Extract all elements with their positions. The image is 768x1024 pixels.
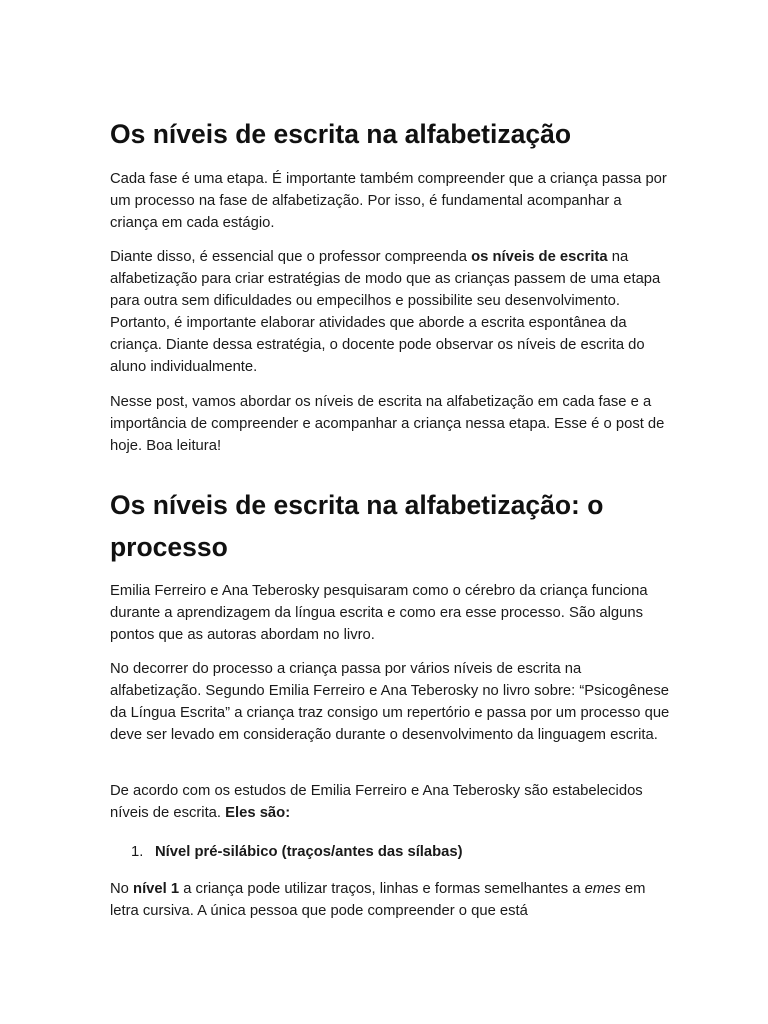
section-heading: Os níveis de escrita na alfabetização: o processo (110, 490, 604, 562)
list-item-label: Nível pré-silábico (traços/antes das sílabas) (155, 844, 463, 860)
paragraph-essential (110, 246, 670, 378)
bold-text: os níveis de escrita (471, 249, 608, 265)
paragraph-post-intro: Nesse post, vamos abordar os níveis de escrita na alfabetização em cada fase e a importância de compreender e acompanhar a criança nessa etapa. Esse é o post de hoje. Boa leitura! (110, 394, 665, 454)
paragraph-level-1 (110, 878, 670, 922)
paragraph-text: em letra cursiva. A única pessoa que pode compreender o que está (110, 881, 646, 919)
paragraph-text: na alfabetização para criar estratégias de modo que as crianças passem de uma etapa para outra sem dificuldades ou empecilhos e possibilite seu desenvolvimento. Portanto, é importante elaborar atividades que aborde a escrita espontânea da criança. Diante dessa estratégia, o docente pode observar os níveis de escrita do aluno individualmente. (110, 249, 661, 375)
paragraph-intro: Cada fase é uma etapa. É importante também compreender que a criança passa por um processo na fase de alfabetização. Por isso, é fundamental acompanhar a criança em cada estágio. (110, 171, 667, 231)
paragraph-levels (110, 780, 670, 824)
bold-text: nível 1 (133, 881, 180, 897)
section-heading: Os níveis de escrita na alfabetização (110, 119, 572, 149)
list-item (110, 841, 670, 863)
paragraph-text: a criança pode utilizar traços, linhas e formas semelhantes a (179, 881, 585, 897)
italic-text: emes (584, 881, 621, 897)
paragraph-research: Emilia Ferreiro e Ana Teberosky pesquisaram como o cérebro da criança funciona durante a aprendizagem da língua escrita e como era esse processo. São alguns pontos que as autoras abordam no livro. (110, 583, 648, 643)
paragraph-text: Diante disso, é essencial que o professor compreenda (110, 249, 472, 265)
paragraph-process: No decorrer do processo a criança passa por vários níveis de escrita na alfabetização. Segundo Emilia Ferreiro e Ana Teberosky no livro sobre: “Psicogênese da Língua Escrita” a criança traz consigo um repertório e passa por um processo que deve ser levado em consideração durante o desenvolvimento da linguagem escrita. (110, 661, 670, 743)
bold-text: Eles são: (225, 805, 291, 821)
paragraph-text: No (110, 881, 134, 897)
paragraph-text: De acordo com os estudos de Emilia Ferreiro e Ana Teberosky são estabelecidos níveis de escrita. (110, 783, 643, 821)
list-number: 1. (131, 844, 144, 860)
